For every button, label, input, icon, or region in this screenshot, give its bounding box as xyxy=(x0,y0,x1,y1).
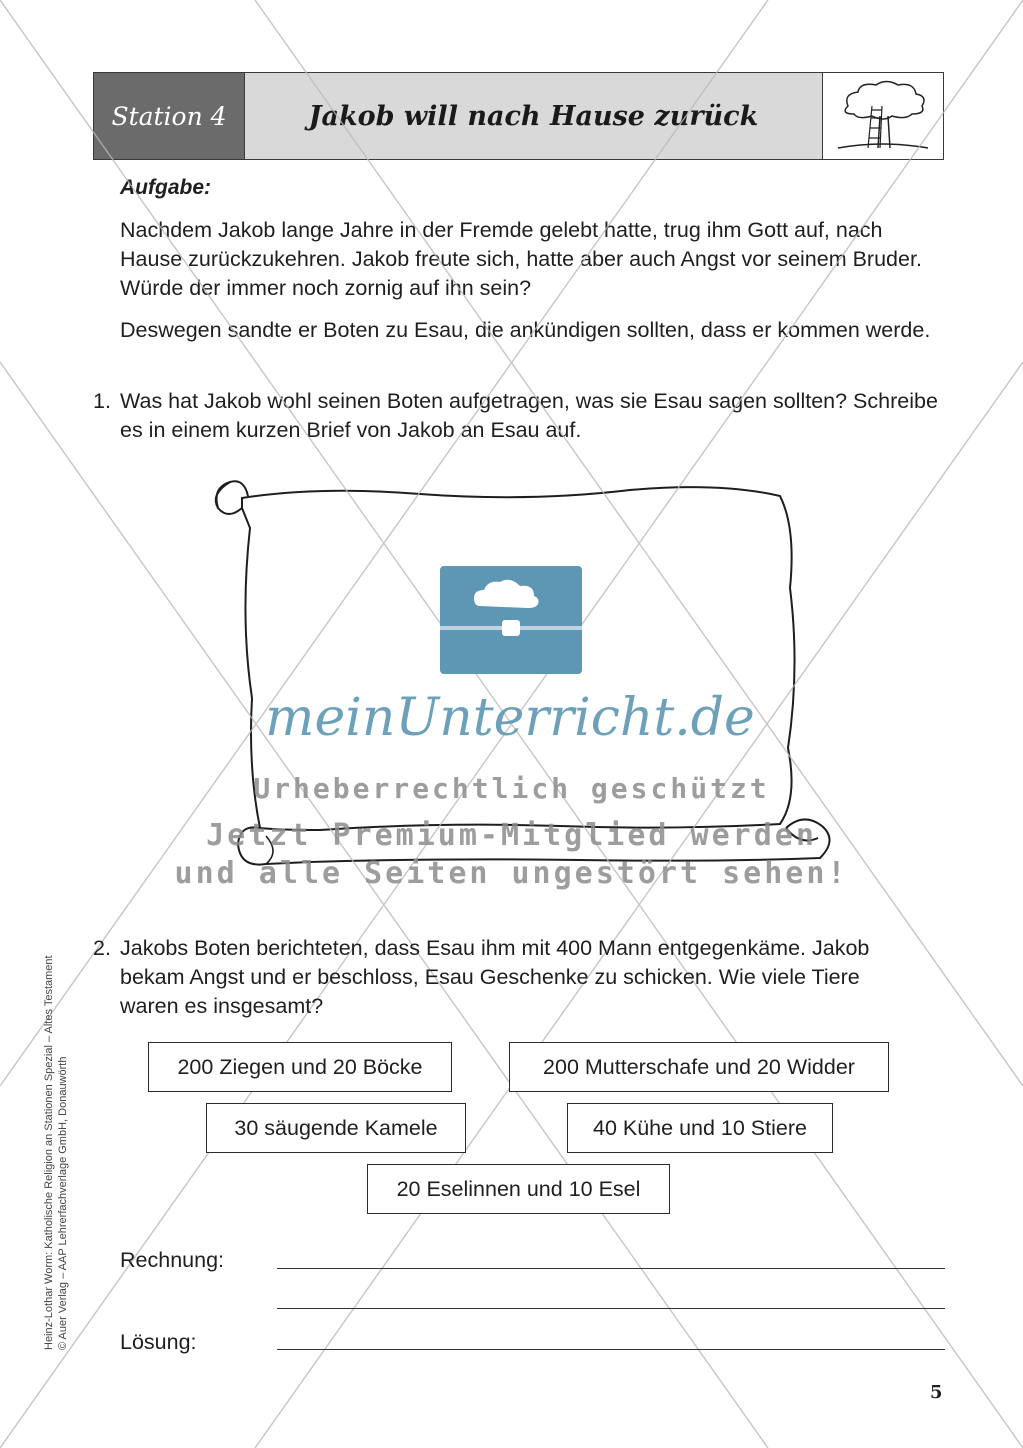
watermark-premium-line: Jetzt Premium-Mitglied werden xyxy=(206,818,817,853)
animal-box: 200 Mutterschafe und 20 Widder xyxy=(509,1042,889,1092)
question-2-number: 2. xyxy=(93,936,111,960)
calculation-line-2[interactable] xyxy=(277,1308,945,1309)
animal-box: 40 Kühe und 10 Stiere xyxy=(567,1103,833,1153)
station-label: Station 4 xyxy=(94,73,245,159)
question-1-text: Was hat Jakob wohl seinen Boten aufgetragen, was sie Esau sagen sollten? Schreibe es in einem kurzen Brief von Jakob an Esau auf. xyxy=(120,389,938,442)
calculation-label: Rechnung: xyxy=(120,1248,224,1272)
credit-line-1: Heinz-Lothar Worm: Katholische Religion an Stationen Spezial – Altes Testament xyxy=(43,955,55,1350)
credit-line-2: © Auer Verlag – AAP Lehrerfachverlage GmbH, Donauwörth xyxy=(57,1056,69,1350)
animal-box: 20 Eselinnen und 10 Esel xyxy=(367,1164,670,1214)
task-paragraph-1: Nachdem Jakob lange Jahre in der Fremde gelebt hatte, trug ihm Gott auf, nach Hause zurückzukehren. Jakob freute sich, hatte aber auch Angst vor seinem Bruder. Würde der immer noch zornig auf ihn sein? xyxy=(120,218,922,300)
page-number: 5 xyxy=(930,1382,943,1403)
watermark-copyright: Urheberrechtlich geschützt xyxy=(253,772,770,805)
copyright-credit xyxy=(42,890,70,1350)
question-1-number: 1. xyxy=(93,389,111,413)
question-2-text: Jakobs Boten berichteten, dass Esau ihm mit 400 Mann entgegenkäme. Jakob bekam Angst und er beschloss, Esau Geschenke zu schicken. Wie viele Tiere waren es insgesamt? xyxy=(120,936,870,1018)
calculation-line-1[interactable] xyxy=(277,1268,945,1269)
animal-box: 200 Ziegen und 20 Böcke xyxy=(148,1042,452,1092)
solution-line[interactable] xyxy=(277,1349,945,1350)
animal-box: 30 säugende Kamele xyxy=(206,1103,466,1153)
task-paragraph-2: Deswegen sandte er Boten zu Esau, die ankündigen sollten, dass er kommen werde. xyxy=(120,318,931,342)
watermark-premium-line-2: und alle Seiten ungestört sehen! xyxy=(174,856,849,891)
page-title: Jakob will nach Hause zurück xyxy=(308,100,759,132)
briefcase-cloud-icon xyxy=(436,562,586,678)
watermark-brand: meinUnterricht.de xyxy=(265,688,755,748)
task-label: Aufgabe: xyxy=(120,176,211,199)
solution-label: Lösung: xyxy=(120,1330,197,1354)
